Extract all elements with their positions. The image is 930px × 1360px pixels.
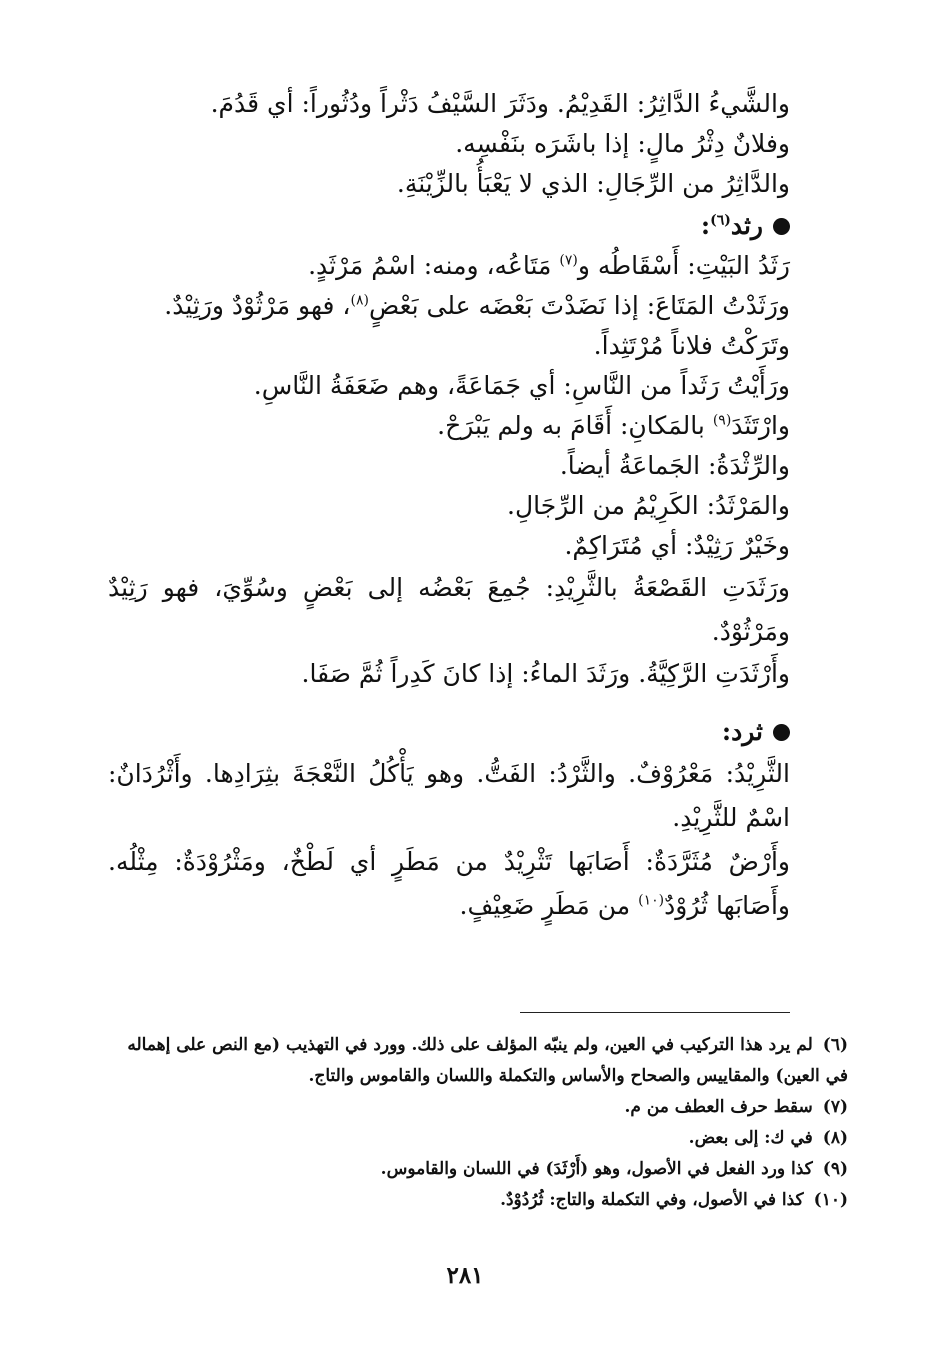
footnote-ref: (٧) <box>559 252 578 269</box>
text-line: والرِّثْدَةُ: الجَماعَةُ أيضاً. <box>559 451 790 480</box>
footnote: (٩)كذا ورد الفعل في الأصول، وهو (أَرْثَدَ) في اللسان والقاموس. <box>380 1159 848 1179</box>
text-line: الثَّرِيْدُ: مَعْرُوْفٌ. والثَّرْدُ: الفَتُّ. وهو يَأْكُلُ النَّعْجَةَ بثِرَادِها. وأَثْرُدَانٌ: اسْمٌ للثَّرِيْدِ. <box>108 759 790 832</box>
text-line: ورَثَدْتُ المَتَاعَ: إذا نَضَدْتَ بَعْضَه على بَعْضٍ$^{(٨)}$، فهو مَرْثُوْدٌ ورَثِيْدٌ. <box>164 291 790 320</box>
entry-heading-text: رثد$^{(٦)}$: <box>700 211 763 240</box>
footnote-ref: (١٠) <box>638 892 665 909</box>
footnote: (٨)في ك: إلى بعض. <box>688 1128 848 1148</box>
text-line: وتَرَكْتُ فلاناً مُرْتَثِداً. <box>593 331 790 360</box>
entry-heading-tharad <box>108 712 790 752</box>
footnotes <box>124 1030 848 1216</box>
text-line: وفلانٌ دِثْرُ مالٍ: إذا باشَرَه بنَفْسِه. <box>455 129 790 158</box>
text-line: ورَثَدَتِ القَصْعَةُ بالثَّرِيْدِ: جُمِعَ بَعْضُه إلى بَعْضٍ وسُوِّيَ، فهو رَثِيْدٌ ومَرْثُوْدٌ. <box>108 573 790 646</box>
text-line: رَثَدُ البَيْتِ: أَسْقَاطُه و$^{(٧)}$ مَتَاعُه، ومنه: اسْمُ مَرْثَدٍ. <box>308 251 790 280</box>
page-number: ٢٨١ <box>446 1262 484 1289</box>
footnote: (٧)سقط حرف العطف من م. <box>624 1097 848 1117</box>
text-line: والمَرْثَدُ: الكَرِيْمُ من الرِّجَالِ. <box>507 491 790 520</box>
bullet-icon <box>773 724 790 741</box>
footnote-ref: (٩) <box>712 412 732 429</box>
text-line: والشَّيءُ الدَّاثِرُ: القَدِيْمُ. ودَثَرَ السَّيْفُ دَثْراً ودُثُوراً: أي قَدُمَ. <box>210 89 790 118</box>
text-line: وأَرْضٌ مُثَرَّدَةٌ: أَصَابَها تَثْرِيْدٌ من مَطَرٍ أي لَطْخٌ، ومَثْرُوْدَةٌ: مِثْلُه. وأَصَابَها ثُرُوْدٌ$^{(١٠)}$ من مَطَرٍ ضَعِيْفٍ. <box>108 847 790 920</box>
footnote: (١٠)كذا في الأصول، وفي التكملة والتاج: ثُرُدُوْدٌ. <box>500 1190 848 1210</box>
footnote: (٦)لم يرد هذا التركيب في العين، ولم ينبّه المؤلف على ذلك. وورد في التهذيب (مع النص على إهماله في العين) والمقاييس والصحاح والأساس والتكملة واللسان والقاموس والتاج. <box>127 1035 848 1086</box>
text-line: والدَّاثِرُ من الرِّجَالِ: الذي لا يَعْبَأُ بالزِّيْنَةِ. <box>396 169 790 198</box>
text-line: وارْتَثَدَ$^{(٩)}$ بالمَكانِ: أَقَامَ به ولم يَبْرَحْ. <box>437 411 790 440</box>
bullet-icon <box>773 218 790 235</box>
text-line: ورَأَيْتُ رَثَداً من النَّاسِ: أي جَمَاعَةً، وهم ضَعَفَةُ النَّاسِ. <box>253 371 790 400</box>
footnote-ref: (٨) <box>350 292 369 309</box>
footnote-ref: (٦) <box>710 212 731 229</box>
entry-heading-text: ثرد: <box>721 717 763 746</box>
text-line: وأَرْثَدَتِ الرَّكِيَّةُ. ورَثَدَ الماءُ: إذا كانَ كَدِراً ثُمَّ صَفَا. <box>301 659 790 688</box>
text-line: وخَيْرٌ رَثِيْدٌ: أي مُتَرَاكِمٌ. <box>564 531 790 560</box>
main-text <box>108 84 790 928</box>
entry-heading-rathad <box>108 206 790 246</box>
footnote-divider <box>520 1012 790 1013</box>
